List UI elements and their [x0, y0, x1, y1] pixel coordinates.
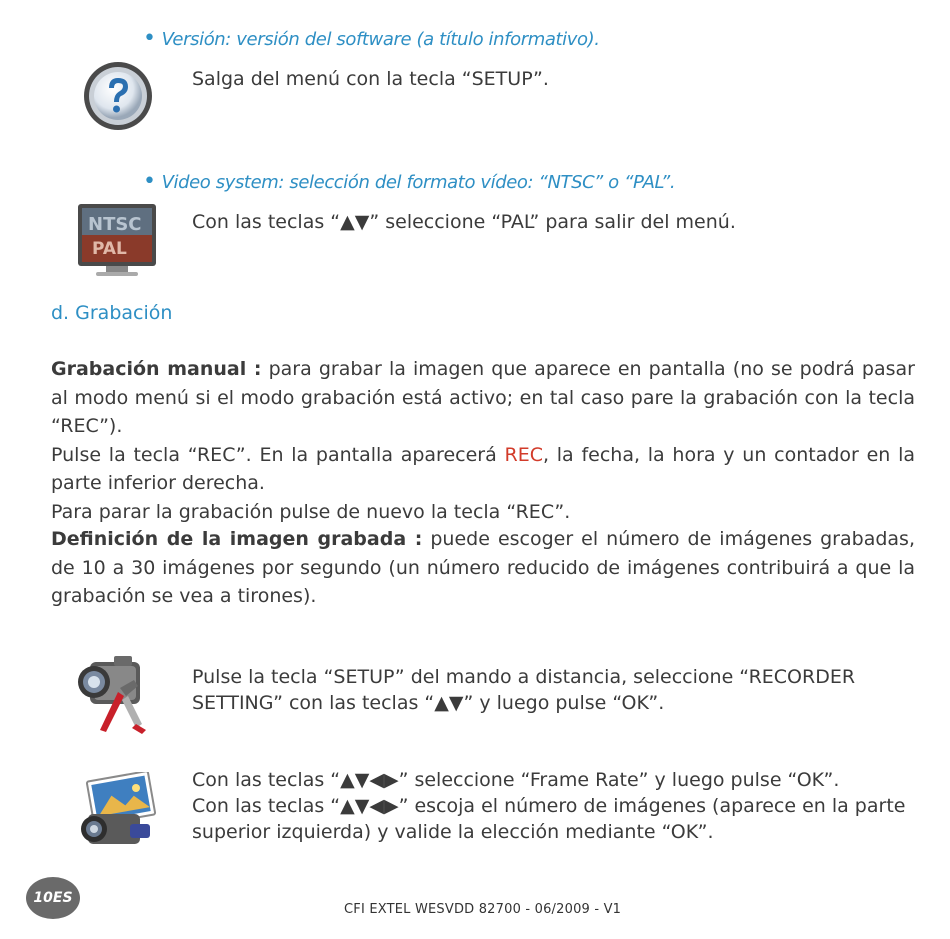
manual-recording-step-b: , la fecha, la hora y un contador en la parte inferior derecha.: [51, 443, 916, 494]
video-system-bullet: [143, 169, 675, 194]
version-instruction: Salga del menú con la tecla “SETUP”.: [192, 68, 549, 90]
image-definition-paragraph: [51, 525, 915, 611]
image-definition-label: Definición de la imagen grabada :: [51, 528, 423, 550]
bullet-dot: •: [143, 169, 156, 194]
rec-indicator-text: REC: [504, 443, 543, 466]
video-system-instruction: Con las teclas “▲▼” seleccione “PAL” para salir del menú.: [192, 211, 736, 233]
section-heading: d. Grabación: [51, 302, 173, 324]
ntsc-pal-tv-icon: [76, 202, 158, 278]
image-definition-text: puede escoger el número de imágenes grabadas, de 10 a 30 imágenes por segundo (un número reducido de imágenes contribuirá a que la grabación se vea a tirones).: [51, 528, 915, 607]
camera-picture-icon: [76, 772, 158, 850]
step1-instruction: Pulse la tecla “SETUP” del mando a distancia, seleccione “RECORDER SETTING” con las teclas “▲▼” y luego pulse “OK”.: [192, 666, 856, 714]
video-system-text: Video system: selección del formato vídeo: “NTSC” o “PAL”.: [161, 172, 676, 193]
manual-recording-label: Grabación manual :: [51, 358, 262, 380]
manual-recording-paragraph: [51, 355, 915, 526]
manual-recording-stop: Para parar la grabación pulse de nuevo la tecla “REC”.: [51, 500, 571, 523]
bullet-dot: •: [143, 26, 156, 51]
step2-instruction: [192, 767, 916, 845]
manual-recording-text: para grabar la imagen que aparece en pantalla (no se podrá pasar al modo menú si el modo grabación está activo; en tal caso pare la grabación con la tecla “REC”).: [51, 358, 915, 437]
manual-recording-step-a: Pulse la tecla “REC”. En la pantalla aparecerá: [51, 443, 505, 466]
step2-line2: Con las teclas “▲▼◀▶” escoja el número de imágenes (aparece en la parte superior izquierda) y valide la elección mediante “OK”.: [192, 795, 906, 843]
version-text: Versión: versión del software (a título informativo).: [161, 29, 600, 50]
ntsc-icon-text: NTSC: [88, 214, 142, 235]
page-number-badge: 10ES: [26, 877, 80, 919]
step2-line1: Con las teclas “▲▼◀▶” seleccione “Frame Rate” y luego pulse “OK”.: [192, 769, 840, 791]
camera-tools-icon: [70, 652, 156, 736]
pal-icon-text: PAL: [92, 239, 127, 259]
footer-reference: CFI EXTEL WESVDD 82700 - 06/2009 - V1: [344, 902, 622, 917]
version-bullet: [143, 26, 600, 51]
help-question-icon: [78, 56, 158, 136]
